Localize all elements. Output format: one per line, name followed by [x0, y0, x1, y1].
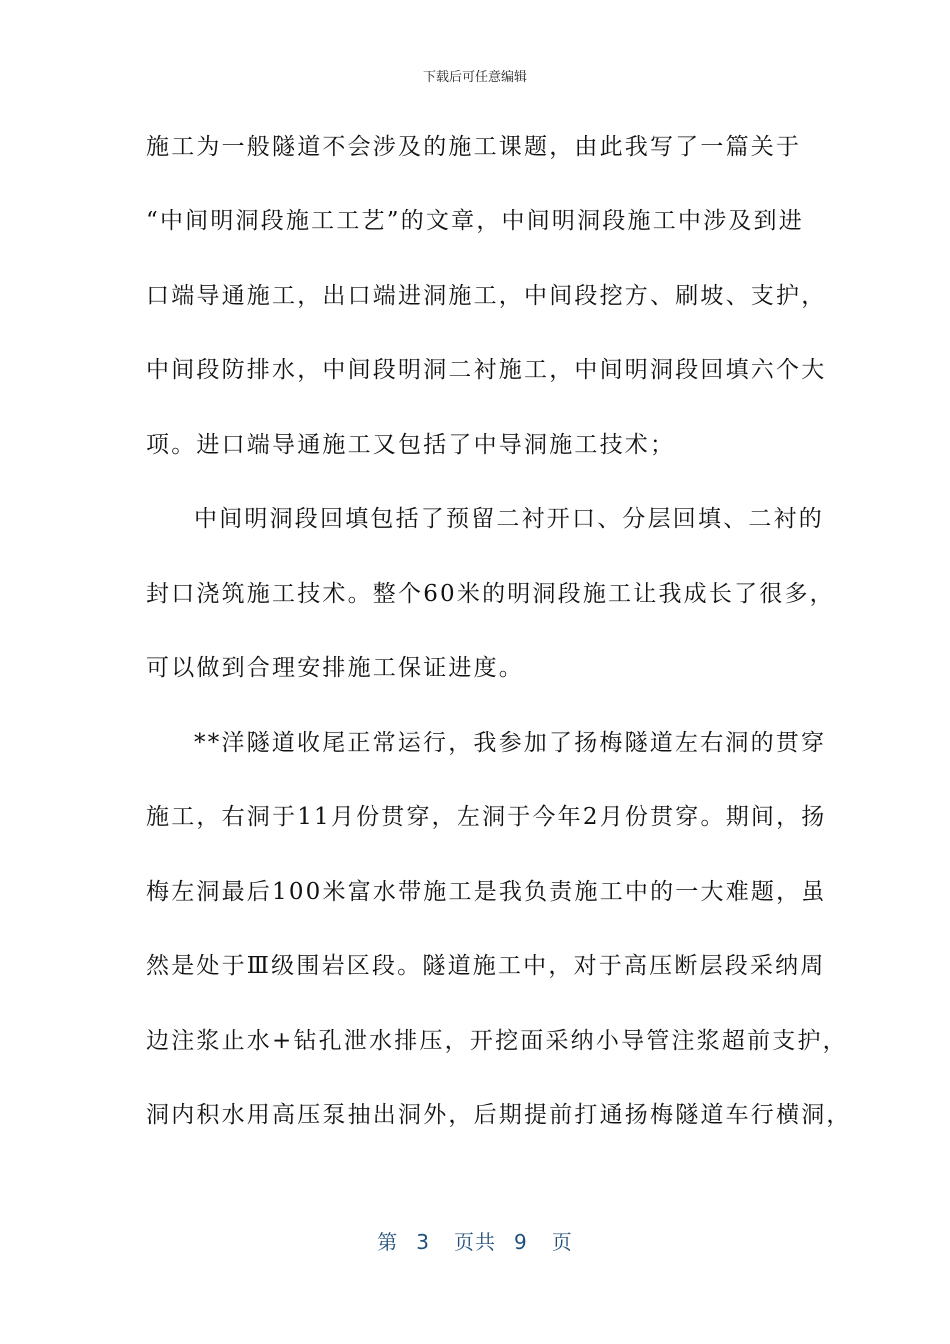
text-line: 梅左洞最后100米富水带施工是我负责施工中的一大难题，虽: [146, 879, 827, 905]
text-line: **洋隧道收尾正常运行，我参加了扬梅隧道左右洞的贯穿: [194, 730, 827, 756]
footer-prefix: 第: [377, 1230, 399, 1254]
text-line: 中间段防排水，中间段明洞二衬施工，中间明洞段回填六个大: [146, 357, 827, 383]
text-line: “中间明洞段施工工艺”的文章，中间明洞段施工中涉及到进: [146, 208, 804, 234]
page-header: 下载后可任意编辑: [422, 70, 527, 85]
text-line: 边注浆止水+钻孔泄水排压，开挖面采纳小导管注浆超前支护，: [146, 1028, 848, 1054]
text-line: 可以做到合理安排施工保证进度。: [146, 655, 524, 681]
text-line: 封口浇筑施工技术。整个60米的明洞段施工让我成长了很多，: [146, 581, 835, 607]
text-line: 项。进口端导通施工又包括了中导洞施工技术；: [146, 432, 676, 458]
text-line: 口端导通施工，出口端进洞施工，中间段挖方、刷坡、支护，: [146, 283, 827, 309]
text-line: 施工为一般隧道不会涉及的施工课题，由此我写了一篇关于: [146, 134, 802, 160]
page-number: 3: [416, 1230, 430, 1254]
footer-suffix: 页: [551, 1230, 573, 1254]
page-footer: [0, 1226, 950, 1255]
footer-middle: 页共: [454, 1230, 496, 1254]
text-line: 洞内积水用高压泵抽出洞外，后期提前打通扬梅隧道车行横洞，: [146, 1102, 852, 1128]
text-line: 然是处于Ⅲ级围岩区段。隧道施工中，对于高压断层段采纳周: [146, 953, 826, 979]
text-line: 中间明洞段回填包括了预留二衬开口、分层回填、二衬的: [194, 506, 824, 532]
text-line: 施工，右洞于11月份贯穿，左洞于今年2月份贯穿。期间，扬: [146, 804, 827, 830]
total-pages: 9: [514, 1230, 528, 1254]
